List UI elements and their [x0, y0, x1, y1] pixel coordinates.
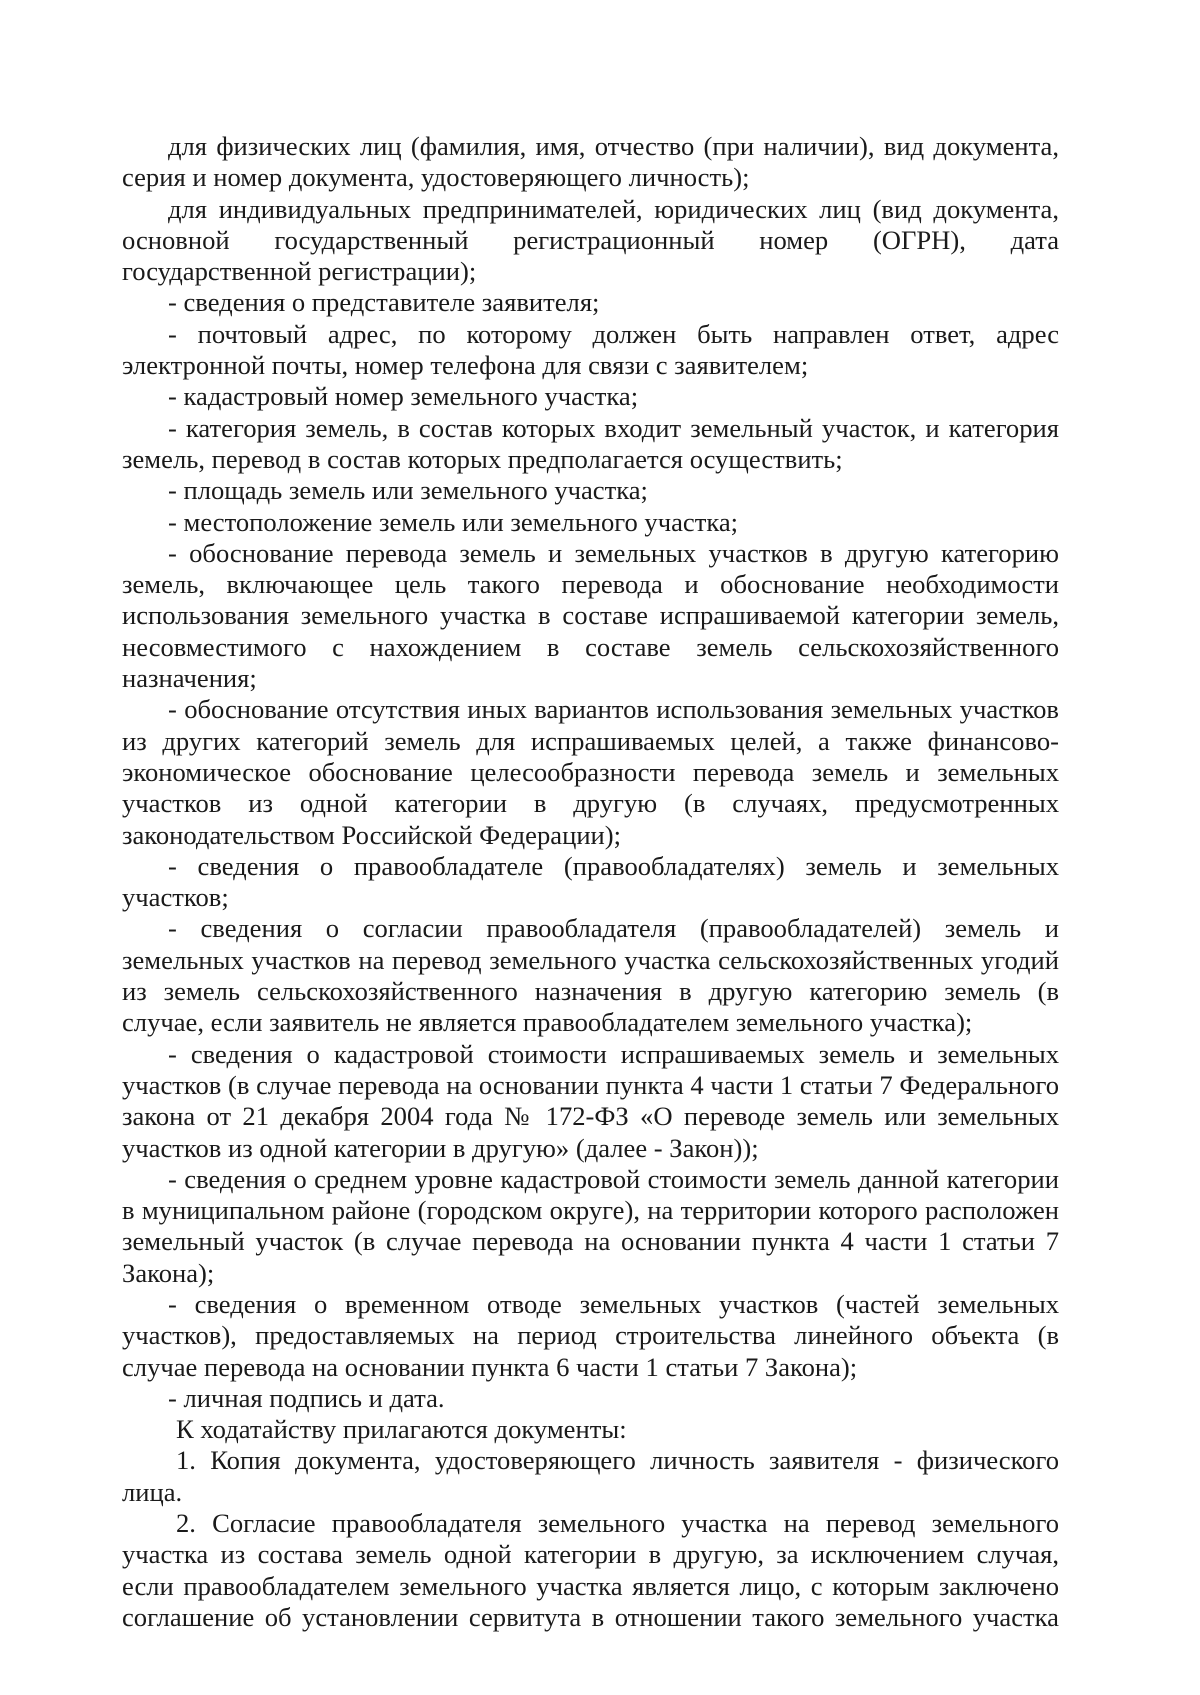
paragraph-representative: - сведения о представителе заявителя; [168, 287, 600, 318]
paragraph-entrepreneurs: для индивидуальных предпринимателей, юридических лиц (вид документа, основной государственный регистрационный номер (ОГРН), дата государственной регистрации); [122, 193, 1059, 287]
paragraph-land-category: - категория земель, в состав которых входит земельный участок, и категория земель, перевод в состав которых предполагается осуществить; [122, 412, 1059, 474]
paragraph-cadastral-number: - кадастровый номер земельного участка; [168, 381, 639, 412]
paragraph-cadastral-value: - сведения о кадастровой стоимости испрашиваемых земель и земельных участков (в случае перевода на основании пункта 4 части 1 статьи 7 Федерального закона от 21 декабря 2004 года № 172-ФЗ «О переводе земель или земельных участков из одной категории в другую» (далее - Закон)); [122, 1038, 1059, 1163]
paragraph-temporary-allocation: - сведения о временном отводе земельных участков (частей земельных участков), предоставляемых на период строительства линейного объекта (в случае перевода на основании пункта 6 части 1 статьи 7 Закона); [122, 1288, 1059, 1382]
paragraph-individuals: для физических лиц (фамилия, имя, отчество (при наличии), вид документа, серия и номер документа, удостоверяющего личность); [122, 131, 1059, 193]
paragraph-signature-date: - личная подпись и дата. [168, 1382, 445, 1413]
paragraph-postal-address: - почтовый адрес, по которому должен быть направлен ответ, адрес электронной почты, номер телефона для связи с заявителем; [122, 318, 1059, 381]
paragraph-right-holder: - сведения о правообладателе (правообладателях) земель и земельных участков; [122, 850, 1059, 913]
list-item-identity-document: 1. Копия документа, удостоверяющего личность заявителя - физического лица. [122, 1445, 1059, 1507]
paragraph-location: - местоположение земель или земельного участка; [168, 506, 739, 537]
document-body [122, 131, 1059, 1633]
list-item-right-holder-consent: 2. Согласие правообладателя земельного участка на перевод земельного участка из состава земель одной категории в другую, за исключением случая, если правообладателем земельного участка является лицо, с которым заключено соглашение об установлении сервитута в отношении такого земельного участка [122, 1508, 1059, 1632]
paragraph-average-cadastral-value: - сведения о среднем уровне кадастровой стоимости земель данной категории в муниципальном районе (городском округе), на территории которого расположен земельный участок (в случае перевода на основании пункта 4 части 1 статьи 7 Закона); [122, 1163, 1059, 1288]
paragraph-no-alternatives: - обоснование отсутствия иных вариантов использования земельных участков из других категорий земель для испрашиваемых целей, а также финансово-экономическое обоснование целесообразности перевода земель и земельных участков из одной категории в другую (в случаях, предусмотренных законодательством Российской Федерации); [122, 694, 1059, 850]
paragraph-transfer-justification: - обоснование перевода земель и земельных участков в другую категорию земель, включающее цель такого перевода и обоснование необходимости использования земельного участка в составе испрашиваемой категории земель, несовместимого с нахождением в составе земель сельскохозяйственного назначения; [122, 537, 1059, 694]
paragraph-area: - площадь земель или земельного участка; [168, 475, 648, 506]
paragraph-right-holder-consent: - сведения о согласии правообладателя (правообладателей) земель и земельных участков на перевод земельного участка сельскохозяйственных угодий из земель сельскохозяйственного назначения в другую категорию земель (в случае, если заявитель не является правообладателем земельного участка); [122, 913, 1059, 1038]
paragraph-attached-documents-heading: К ходатайству прилагаются документы: [176, 1414, 627, 1445]
